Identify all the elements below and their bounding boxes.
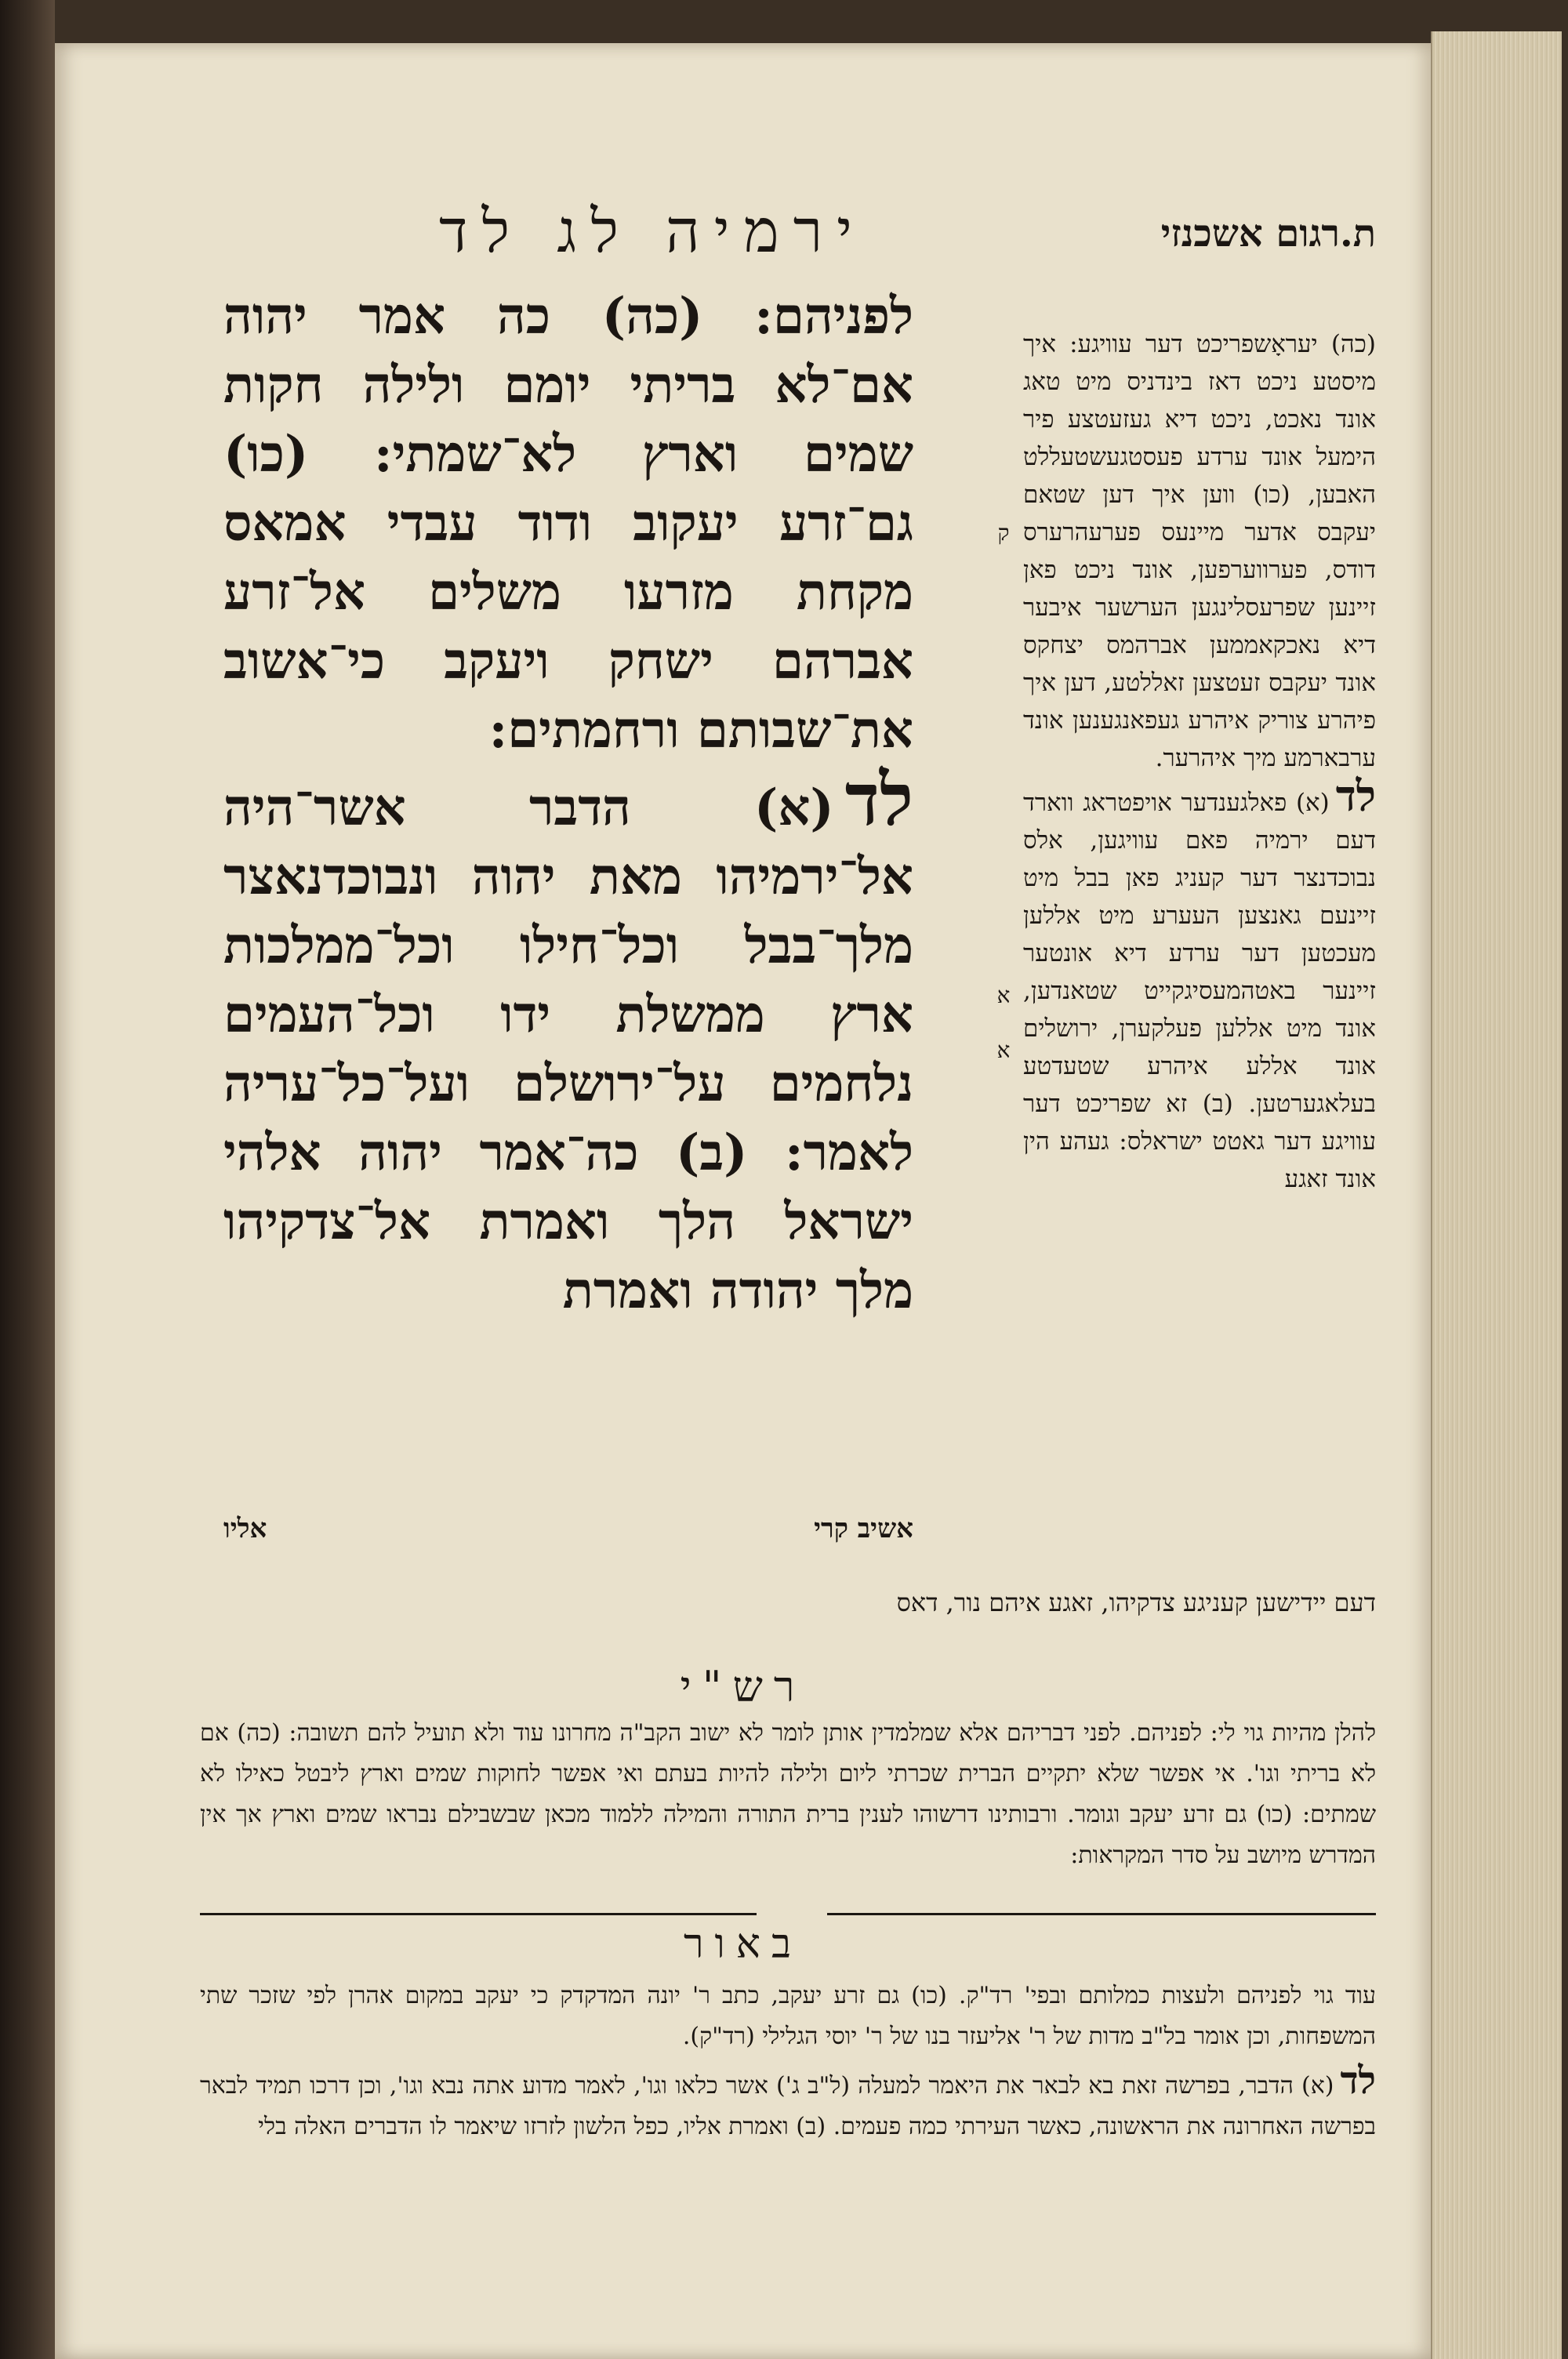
margin-note: א <box>996 1037 1011 1063</box>
rashi-title: רש"י <box>680 1662 806 1711</box>
verses-chapter-33: לפניהם: (כה) כה אמר יהוה אם־לא בריתי יומם ולילה חקות שמים וארץ לא־שמתי: (כו) גם־זרע יעקוב ודוד עבדי אמאס מקחת מזרעו משלים אל־זרע אברהם ישחק ויעקב כי־אשוב את־שבותם ורחמתים: <box>223 287 913 760</box>
ketiv-kere-note <box>223 1513 913 1544</box>
biur-paragraph <box>200 2060 1376 2147</box>
chapter-34-text: (א) הדבר אשר־היה אל־ירמיהו מאת יהוה ונבוכדנאצר מלך־בבל וכל־חילו וכל־ממלכות ארץ ממשלת ידו וכל־העמים נלחמים על־ירושלם ועל־כל־עריה לאמר: (ב) כה־אמר יהוה אלהי ישראל הלך ואמרת אל־צדקיהו מלך יהודה ואמרת <box>223 778 913 1320</box>
biur-commentary <box>200 1976 1376 2150</box>
targum-header: ת.רגום אשכנזי <box>1160 212 1376 256</box>
chapter-label: לד <box>844 757 913 842</box>
divider-rule <box>200 1913 757 1915</box>
page-header: ירמיה לג לד <box>438 196 866 266</box>
targum-continuation: דעם יידישען קעניגע צדקיהו, זאגע איהם נור, דאס <box>896 1588 1376 1617</box>
kere-note: אשיב קרי <box>814 1513 913 1544</box>
targum-chapter-label: לד <box>1335 771 1376 821</box>
biur-paragraph: עוד גוי לפניהם ולעצות כמלותם ובפי' רד"ק. (כו) גם זרע יעקב, כתב ר' יונה המדקדק כי יעקב במקום אהרן לפי שזכר שתי המשפחות, וכן אומר בל"ב מדות של ר' אליעזר בנו של ר' יוסי הגלילי (רד"ק). <box>200 1982 1376 2050</box>
book-binding <box>0 0 55 2359</box>
biur-paragraph-text: (א) הדבר, בפרשה זאת בא לבאר את היאמר למעלה (ל"ב ג') אשר כלאו וגו', לאמר מדוע אתה נבא וגו', וכן דרכו תמיד לבאר בפרשה האחרונה את הראשונה, כאשר העירתי כמה פעמים. (ב) ואמרת אליו, כפל הלשון לזרזו שיאמר לו הדברים האלה בלי <box>200 2072 1376 2140</box>
margin-notes <box>988 506 1019 1078</box>
targum-chapter-34 <box>1023 771 1376 1198</box>
scripture-text <box>223 282 913 1326</box>
ketiv-note: אליו <box>223 1513 267 1544</box>
targum-chapter-34-text: (א) פאלגענדער אויפטראג ווארד דעם ירמיה פאם עוויגען, אלס נבוכדנצר דער קעניג פאן בבל מיט זיינעם גאנצען העערע מיט אללען מעכטען דער ערדע דיא אונטער זיינער באטהמעסיגקייט שטאנדען, אונד מיט אללען פעלקערן, ירושלים אונד אללע איהרע שטעדטע בעלאגערטען. (ב) זא שפריכט דער עוויגע דער גאטט ישראלס: געהע הין אונד זאגע <box>1023 789 1376 1193</box>
margin-note: א <box>996 982 1011 1008</box>
rashi-commentary: להלן מהיות גוי לי: לפניהם. לפני דבריהם אלא שמלמדין אותן לומר לא ישוב הקב"ה מחרונו עוד ולא תועיל להם תשובה: (כה) אם לא בריתי וגו'. אי אפשר שלא יתקיים הברית שכרתי ליום ולילה להיות בעתם ואי אפשר לחוקות שמים וארץ ליבטל כאילו לא שמתים: (כו) גם זרע יעקב וגומר. ורבותינו דרשוהו לענין ברית התורה והמילה ללמוד מכאן שבשבילם נבראו שמים וארץ אך אין המדרש מיושב על סדר המקראות: <box>200 1719 1376 1869</box>
targum-column <box>1023 325 1376 1198</box>
divider-rule <box>827 1913 1376 1915</box>
page-edges <box>1431 31 1562 2359</box>
biur-title: באור <box>683 1921 803 1968</box>
margin-note: ק <box>997 520 1010 546</box>
biur-chapter-label: לד <box>1340 2059 1376 2103</box>
verses-chapter-34 <box>223 757 913 1326</box>
book-page <box>55 43 1431 2359</box>
targum-chapter-33: (כה) יעראָשפריכט דער עוויגע: איך מיסטע ניכט דאז בינדניס מיט טאג אונד נאכט, ניכט דיא געזעטצע פיר הימעל אונד ערדע פעסטגעשטעללט האבען, (כו) ווען איך דען שטאם יעקבס אדער מיינעס פערעהרערס דודס, פערווערפען, אונד ניכט פאן זיינען שפרעסלינגען הערשער איבער דיא נאכקאממען אברהמס יצחקס אונד יעקבס זעטצען זאללטע, דען איך פיהרע צוריק איהרע געפאנגענען אונד ערבארמע מיך איהרער. <box>1023 330 1376 772</box>
